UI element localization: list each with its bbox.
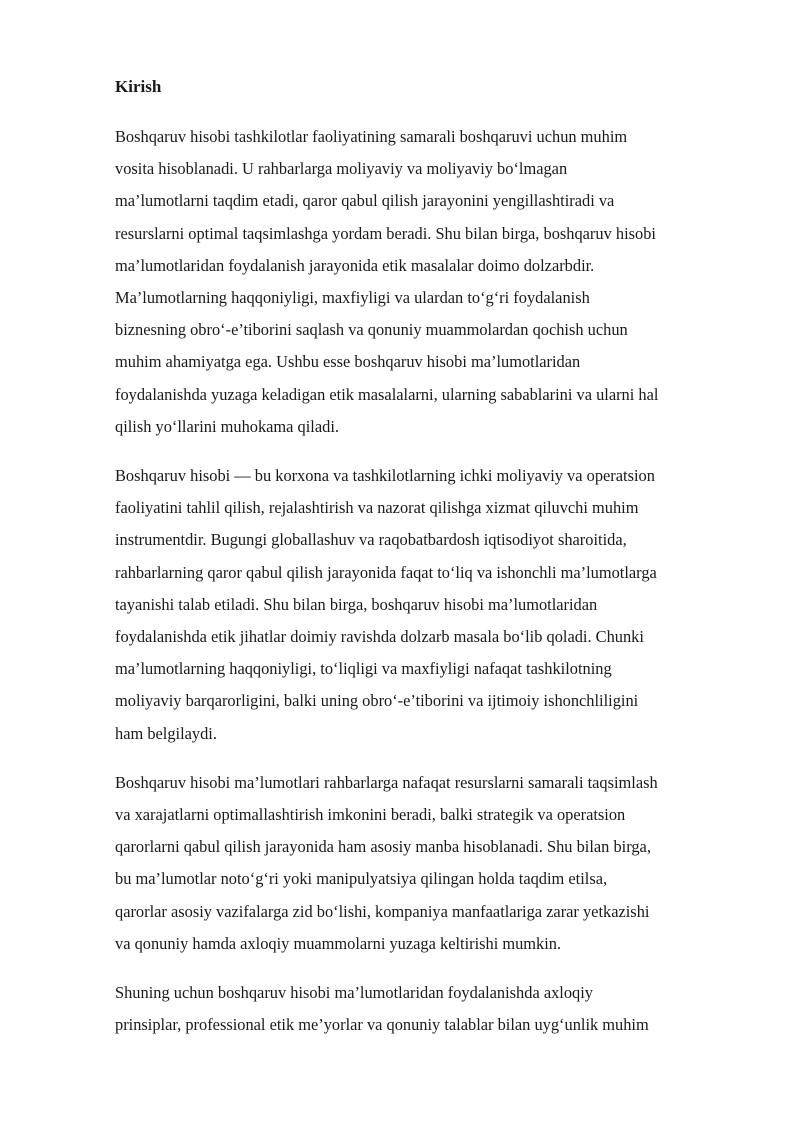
text-line: bu ma’lumotlar noto‘g‘ri yoki manipulyatsiya qilingan holda taqdim etilsa, <box>115 869 608 889</box>
text-line: muhim ahamiyatga ega. Ushbu esse boshqaruv hisobi ma’lumotlaridan <box>115 352 581 372</box>
text-line: Boshqaruv hisobi — bu korxona va tashkilotlarning ichki moliyaviy va operatsion <box>115 466 655 486</box>
text-line: Boshqaruv hisobi tashkilotlar faoliyatining samarali boshqaruvi uchun muhim <box>115 127 628 146</box>
text-line: rahbarlarning qaror qabul qilish jarayonida faqat to‘liq va ishonchli ma’lumotlarga <box>115 562 657 582</box>
text-line: foydalanishda etik jihatlar doimiy ravishda dolzarb masala bo‘lib qoladi. Chunki <box>115 627 644 647</box>
text-line: faoliyatini tahlil qilish, rejalashtirish va nazorat qilishga xizmat qiluvchi muhim <box>115 498 639 518</box>
text-line: resurslarni optimal taqsimlashga yordam beradi. Shu bilan birga, boshqaruv hisobi <box>115 223 656 243</box>
paragraph-4 <box>115 977 743 1041</box>
text-line: qarorlar asosiy vazifalarga zid bo‘lishi, kompaniya manfaatlariga zarar yetkazishi <box>115 901 650 921</box>
text-line: biznesning obro‘-e’tiborini saqlash va qonuniy muammolardan qochish uchun <box>115 320 628 340</box>
text-line: qilish yo‘llarini muhokama qiladi. <box>115 416 339 436</box>
text-line: Boshqaruv hisobi ma’lumotlari rahbarlarga nafaqat resurslarni samarali taqsimlash <box>115 772 658 792</box>
text-line: ham belgilaydi. <box>115 723 217 743</box>
document-body <box>115 71 743 1058</box>
text-line: ma’lumotlarni taqdim etadi, qaror qabul qilish jarayonini yengillashtiradi va <box>115 191 615 211</box>
text-line: foydalanishda yuzaga keladigan etik masalalarni, ularning sabablarini va ularni hal <box>115 384 659 404</box>
text-line: va qonuniy hamda axloqiy muammolarni yuzaga keltirishi mumkin. <box>115 933 562 953</box>
paragraph-2 <box>115 460 743 750</box>
text-line: qarorlarni qabul qilish jarayonida ham asosiy manba hisoblanadi. Shu bilan birga, <box>115 837 651 857</box>
text-line: moliyaviy barqarorligini, balki uning obro‘-e’tiborini va ijtimoiy ishonchliligini <box>115 691 639 711</box>
text-line: instrumentdir. Bugungi globallashuv va raqobatbardosh iqtisodiyot sharoitida, <box>115 530 627 550</box>
paragraph-1 <box>115 121 743 443</box>
text-line: ma’lumotlarning haqqoniyligi, to‘liqligi va maxfiyligi nafaqat tashkilotning <box>115 659 612 679</box>
text-line: vosita hisoblanadi. U rahbarlarga moliyaviy va moliyaviy bo‘lmagan <box>115 159 568 179</box>
text-line: Shuning uchun boshqaruv hisobi ma’lumotlaridan foydalanishda axloqiy <box>115 983 593 1003</box>
text-line: ma’lumotlaridan foydalanish jarayonida etik masalalar doimo dolzarbdir. <box>115 255 595 275</box>
paragraph-3 <box>115 767 743 960</box>
text-line: va xarajatlarni optimallashtirish imkonini beradi, balki strategik va operatsion <box>115 805 626 825</box>
text-line: prinsiplar, professional etik me’yorlar va qonuniy talablar bilan uyg‘unlik muhim <box>115 1015 649 1035</box>
section-heading: Kirish <box>115 77 162 96</box>
text-line: tayanishi talab etiladi. Shu bilan birga, boshqaruv hisobi ma’lumotlaridan <box>115 594 598 614</box>
text-line: Ma’lumotlarning haqqoniyligi, maxfiyligi va ulardan to‘g‘ri foydalanish <box>115 288 590 308</box>
